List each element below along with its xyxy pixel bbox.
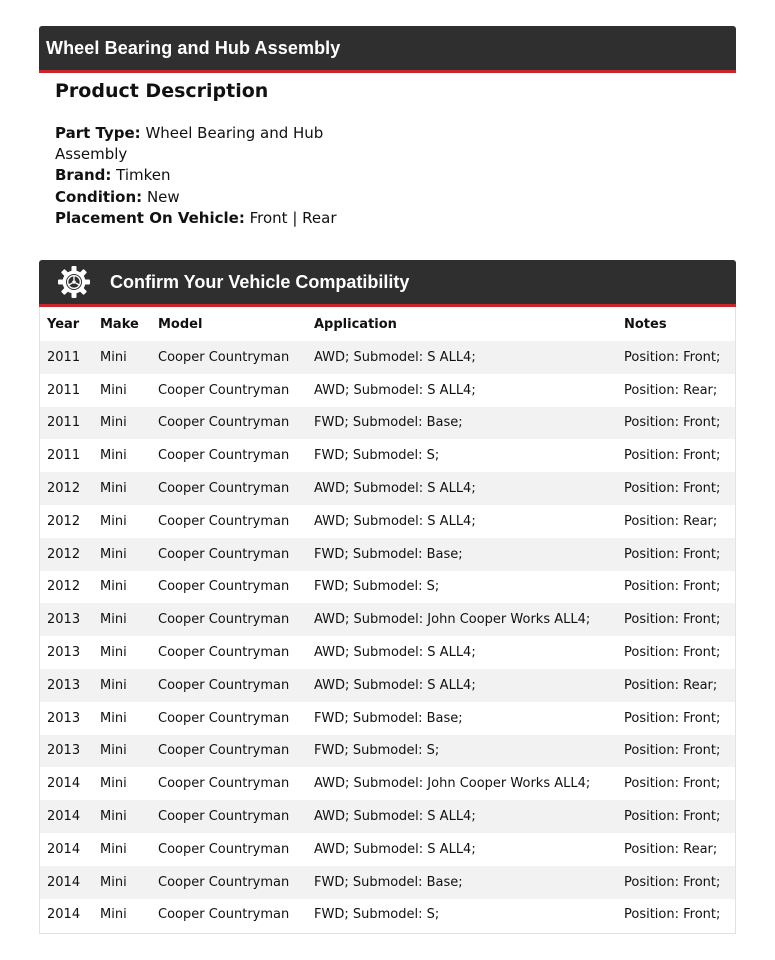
cell-application: FWD; Submodel: Base;	[314, 710, 463, 726]
cell-application: FWD; Submodel: S;	[314, 907, 440, 923]
cell-year: 2013	[47, 710, 81, 726]
table-row	[40, 472, 735, 505]
cell-notes: Position: Rear;	[624, 841, 718, 857]
cell-application: AWD; Submodel: John Cooper Works ALL4;	[307, 603, 617, 636]
cell-model: Cooper Countryman	[158, 645, 290, 661]
cell-year: 2012	[47, 579, 81, 595]
column-header-make: Make	[100, 316, 139, 332]
field-brand	[55, 165, 355, 186]
cell-make: Mini	[100, 579, 127, 595]
cell-notes: Position: Front;	[624, 448, 721, 464]
cell-notes: Position: Rear;	[624, 513, 718, 529]
cell-model: Cooper Countryman	[158, 776, 290, 792]
cell-application: AWD; Submodel: S ALL4;	[307, 669, 617, 702]
cell-model: Cooper Countryman	[151, 603, 307, 636]
table-row	[40, 603, 735, 636]
cell-notes: Position: Front;	[617, 538, 735, 571]
cell-year: 2014	[47, 776, 81, 792]
cell-make: Mini	[93, 866, 151, 899]
table-row	[40, 571, 735, 604]
cell-notes: Position: Front;	[624, 579, 721, 595]
cell-notes: Position: Rear;	[617, 669, 735, 702]
cell-model: Cooper Countryman	[158, 710, 290, 726]
compatibility-bar	[39, 260, 736, 307]
table-row	[40, 505, 735, 538]
cell-year: 2014	[40, 800, 93, 833]
cell-model: Cooper Countryman	[151, 407, 307, 440]
cell-year: 2012	[40, 538, 93, 571]
cell-model: Cooper Countryman	[151, 669, 307, 702]
cell-year: 2014	[40, 866, 93, 899]
field-part-type	[55, 123, 355, 165]
field-condition	[55, 187, 355, 208]
cell-model: Cooper Countryman	[151, 472, 307, 505]
cell-model: Cooper Countryman	[158, 448, 290, 464]
cell-year: 2014	[47, 841, 81, 857]
cell-notes: Position: Front;	[624, 710, 721, 726]
table-row	[40, 899, 735, 932]
product-title-bar	[39, 26, 736, 73]
cell-make: Mini	[100, 710, 127, 726]
cell-model: Cooper Countryman	[158, 907, 290, 923]
cell-year: 2011	[47, 382, 81, 398]
table-row	[40, 767, 735, 800]
description-heading: Product Description	[55, 80, 269, 102]
cell-model: Cooper Countryman	[151, 538, 307, 571]
cell-make: Mini	[100, 776, 127, 792]
cell-model: Cooper Countryman	[151, 341, 307, 374]
compatibility-title: Confirm Your Vehicle Compatibility	[110, 271, 410, 292]
cell-model: Cooper Countryman	[158, 579, 290, 595]
cell-make: Mini	[100, 645, 127, 661]
cell-notes: Position: Front;	[617, 735, 735, 768]
table-row	[40, 636, 735, 669]
cell-year: 2013	[40, 603, 93, 636]
cell-application: AWD; Submodel: S ALL4;	[314, 513, 476, 529]
field-value: New	[146, 187, 180, 206]
cell-year: 2013	[47, 645, 81, 661]
table-row	[40, 407, 735, 440]
cell-make: Mini	[93, 603, 151, 636]
field-label: Condition:	[55, 187, 143, 206]
field-label: Placement On Vehicle:	[55, 208, 245, 227]
cell-application: AWD; Submodel: S ALL4;	[314, 382, 476, 398]
field-label: Brand:	[55, 166, 112, 185]
table-row	[40, 735, 735, 768]
cell-application: AWD; Submodel: S ALL4;	[314, 645, 476, 661]
cell-model: Cooper Countryman	[158, 382, 290, 398]
cell-application: AWD; Submodel: S ALL4;	[307, 800, 617, 833]
cell-notes: Position: Front;	[617, 407, 735, 440]
cell-notes: Position: Front;	[617, 603, 735, 636]
cell-notes: Position: Front;	[617, 472, 735, 505]
table-row	[40, 702, 735, 735]
compatibility-table	[40, 307, 735, 931]
column-header-application: Application	[314, 316, 397, 332]
cell-year: 2012	[47, 513, 81, 529]
cell-make: Mini	[100, 382, 127, 398]
cell-year: 2011	[40, 407, 93, 440]
cell-year: 2013	[40, 735, 93, 768]
table-header-row	[40, 307, 735, 341]
cell-application: AWD; Submodel: S ALL4;	[307, 341, 617, 374]
field-value: Wheel Bearing and Hub Assembly	[55, 124, 324, 164]
product-description	[55, 78, 355, 229]
cell-model: Cooper Countryman	[151, 866, 307, 899]
cell-notes: Position: Front;	[617, 341, 735, 374]
cell-make: Mini	[100, 841, 127, 857]
cell-make: Mini	[93, 735, 151, 768]
cell-make: Mini	[100, 907, 127, 923]
field-label: Part Type:	[55, 124, 141, 142]
cell-application: AWD; Submodel: S ALL4;	[307, 472, 617, 505]
cell-make: Mini	[93, 472, 151, 505]
cell-notes: Position: Front;	[624, 776, 721, 792]
cell-year: 2012	[40, 472, 93, 505]
cell-application: FWD; Submodel: Base;	[307, 866, 617, 899]
field-value: Front | Rear	[249, 208, 337, 227]
cell-year: 2014	[47, 907, 81, 923]
cell-year: 2011	[40, 341, 93, 374]
table-row	[40, 669, 735, 702]
cell-model: Cooper Countryman	[151, 735, 307, 768]
table-row	[40, 800, 735, 833]
column-header-notes: Notes	[624, 316, 667, 332]
cell-model: Cooper Countryman	[158, 513, 290, 529]
compatibility-table-wrap	[39, 307, 736, 934]
gear-icon	[57, 265, 91, 299]
cell-make: Mini	[93, 538, 151, 571]
cell-notes: Position: Front;	[617, 866, 735, 899]
cell-application: FWD; Submodel: Base;	[307, 538, 617, 571]
table-row	[40, 341, 735, 374]
cell-notes: Position: Rear;	[624, 382, 718, 398]
description-fields	[55, 123, 355, 229]
cell-application: FWD; Submodel: S;	[314, 448, 440, 464]
cell-make: Mini	[100, 513, 127, 529]
cell-application: AWD; Submodel: John Cooper Works ALL4;	[314, 776, 591, 792]
cell-notes: Position: Front;	[624, 645, 721, 661]
cell-make: Mini	[93, 341, 151, 374]
cell-model: Cooper Countryman	[151, 800, 307, 833]
cell-make: Mini	[93, 669, 151, 702]
table-row	[40, 538, 735, 571]
column-header-year: Year	[47, 316, 80, 332]
cell-model: Cooper Countryman	[158, 841, 290, 857]
cell-notes: Position: Front;	[617, 800, 735, 833]
cell-make: Mini	[93, 800, 151, 833]
cell-notes: Position: Front;	[624, 907, 721, 923]
field-value: Timken	[116, 166, 171, 185]
field-placement	[55, 208, 355, 229]
cell-year: 2013	[40, 669, 93, 702]
cell-application: FWD; Submodel: S;	[307, 735, 617, 768]
table-row	[40, 833, 735, 866]
cell-make: Mini	[100, 448, 127, 464]
product-title: Wheel Bearing and Hub Assembly	[46, 37, 341, 58]
table-row	[40, 439, 735, 472]
cell-make: Mini	[93, 407, 151, 440]
cell-application: AWD; Submodel: S ALL4;	[314, 841, 476, 857]
cell-application: FWD; Submodel: Base;	[307, 407, 617, 440]
table-row	[40, 866, 735, 899]
cell-year: 2011	[47, 448, 81, 464]
cell-application: FWD; Submodel: S;	[314, 579, 440, 595]
table-row	[40, 374, 735, 407]
column-header-model: Model	[158, 316, 203, 332]
